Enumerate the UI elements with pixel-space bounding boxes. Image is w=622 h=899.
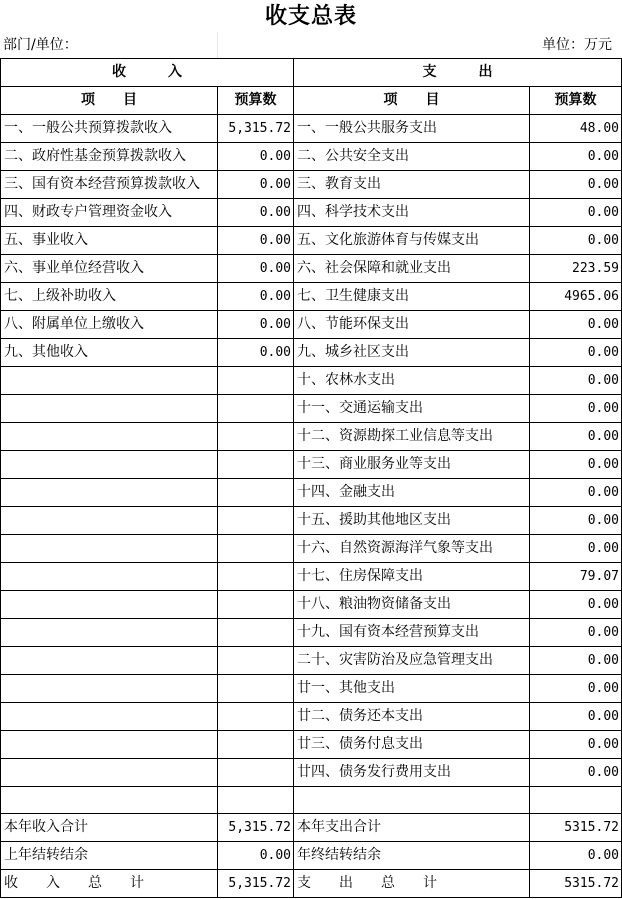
table-row — [1, 283, 622, 311]
table-row — [1, 842, 622, 870]
table-row — [1, 507, 622, 535]
expense-budget-cell: 0.00 — [530, 703, 622, 731]
expense-item-cell: 三、教育支出 — [294, 171, 530, 199]
table-row — [1, 759, 622, 787]
expense-item-cell: 年终结转结余 — [294, 842, 530, 870]
income-item-cell — [1, 591, 218, 619]
table-row — [1, 423, 622, 451]
meta-row — [0, 32, 622, 58]
income-item-cell — [1, 451, 218, 479]
expense-item-header: 项 目 — [294, 87, 530, 115]
table-row — [1, 115, 622, 143]
expense-item-cell: 廿二、债务还本支出 — [294, 703, 530, 731]
expense-item-cell: 八、节能环保支出 — [294, 311, 530, 339]
income-item-cell: 八、附属单位上缴收入 — [1, 311, 218, 339]
table-row — [1, 199, 622, 227]
table-row — [1, 479, 622, 507]
expense-item-cell: 十四、金融支出 — [294, 479, 530, 507]
income-item-cell: 上年结转结余 — [1, 842, 218, 870]
unit-label: 单位：万元 — [542, 37, 612, 53]
expense-budget-cell: 0.00 — [530, 675, 622, 703]
income-item-cell — [1, 731, 218, 759]
expense-item-cell: 七、卫生健康支出 — [294, 283, 530, 311]
income-item-cell — [1, 787, 218, 814]
table-row — [1, 395, 622, 423]
expense-budget-cell: 5315.72 — [530, 870, 622, 898]
expense-budget-cell: 0.00 — [530, 171, 622, 199]
expense-item-cell — [294, 787, 530, 814]
column-header-row — [1, 87, 622, 115]
table-row — [1, 675, 622, 703]
table-row — [1, 143, 622, 171]
expense-item-cell: 十、农林水支出 — [294, 367, 530, 395]
income-budget-cell — [218, 423, 294, 451]
expense-item-cell: 廿三、债务付息支出 — [294, 731, 530, 759]
income-budget-cell — [218, 367, 294, 395]
income-item-cell — [1, 675, 218, 703]
table-row — [1, 227, 622, 255]
expense-item-cell: 十二、资源勘探工业信息等支出 — [294, 423, 530, 451]
expense-item-cell: 十三、商业服务业等支出 — [294, 451, 530, 479]
expense-budget-cell — [530, 787, 622, 814]
expense-budget-cell: 48.00 — [530, 115, 622, 143]
expense-budget-cell: 0.00 — [530, 395, 622, 423]
expense-budget-cell: 0.00 — [530, 591, 622, 619]
cell-divider — [217, 32, 218, 58]
income-item-cell: 六、事业单位经营收入 — [1, 255, 218, 283]
income-budget-cell — [218, 675, 294, 703]
table-row — [1, 787, 622, 814]
expense-item-cell: 五、文化旅游体育与传媒支出 — [294, 227, 530, 255]
table-row — [1, 311, 622, 339]
expense-budget-cell: 0.00 — [530, 143, 622, 171]
expense-budget-cell: 0.00 — [530, 842, 622, 870]
income-budget-cell: 0.00 — [218, 311, 294, 339]
income-item-cell: 本年收入合计 — [1, 814, 218, 842]
expense-budget-cell: 0.00 — [530, 619, 622, 647]
expense-budget-cell: 0.00 — [530, 339, 622, 367]
income-item-cell — [1, 619, 218, 647]
table-row — [1, 451, 622, 479]
table-row — [1, 619, 622, 647]
expense-budget-cell: 0.00 — [530, 731, 622, 759]
income-item-cell — [1, 647, 218, 675]
section-header-row — [1, 59, 622, 87]
page-title: 收支总表 — [264, 4, 357, 29]
income-item-cell: 一、一般公共预算拨款收入 — [1, 115, 218, 143]
expense-budget-header: 预算数 — [530, 87, 622, 115]
income-budget-cell: 0.00 — [218, 143, 294, 171]
income-budget-cell: 0.00 — [218, 842, 294, 870]
expense-item-cell: 十六、自然资源海洋气象等支出 — [294, 535, 530, 563]
table-row — [1, 367, 622, 395]
table-row — [1, 647, 622, 675]
income-item-cell: 收 入 总 计 — [1, 870, 218, 898]
income-budget-cell: 0.00 — [218, 339, 294, 367]
income-budget-cell — [218, 759, 294, 787]
table-row — [1, 731, 622, 759]
income-budget-cell: 0.00 — [218, 199, 294, 227]
expense-item-cell: 九、城乡社区支出 — [294, 339, 530, 367]
income-budget-cell: 0.00 — [218, 171, 294, 199]
income-item-cell: 五、事业收入 — [1, 227, 218, 255]
table-row — [1, 339, 622, 367]
income-item-cell — [1, 479, 218, 507]
income-item-cell — [1, 563, 218, 591]
expense-budget-cell: 0.00 — [530, 367, 622, 395]
income-item-cell: 九、其他收入 — [1, 339, 218, 367]
income-item-cell: 三、国有资本经营预算拨款收入 — [1, 171, 218, 199]
income-item-cell — [1, 535, 218, 563]
table-row — [1, 535, 622, 563]
income-budget-cell — [218, 535, 294, 563]
expense-budget-cell: 0.00 — [530, 227, 622, 255]
expense-item-cell: 廿四、债务发行费用支出 — [294, 759, 530, 787]
expense-item-cell: 十七、住房保障支出 — [294, 563, 530, 591]
income-budget-cell: 5,315.72 — [218, 870, 294, 898]
income-budget-cell — [218, 507, 294, 535]
expense-budget-cell: 223.59 — [530, 255, 622, 283]
income-budget-cell — [218, 479, 294, 507]
income-budget-cell — [218, 563, 294, 591]
income-budget-cell: 5,315.72 — [218, 814, 294, 842]
expense-budget-cell: 5315.72 — [530, 814, 622, 842]
income-budget-cell — [218, 647, 294, 675]
income-item-cell: 七、上级补助收入 — [1, 283, 218, 311]
income-budget-cell: 0.00 — [218, 283, 294, 311]
income-budget-header: 预算数 — [218, 87, 294, 115]
dept-label: 部门/单位： — [3, 37, 78, 53]
expense-item-cell: 二十、灾害防治及应急管理支出 — [294, 647, 530, 675]
expense-budget-cell: 0.00 — [530, 451, 622, 479]
expense-item-cell: 六、社会保障和就业支出 — [294, 255, 530, 283]
income-item-header: 项 目 — [1, 87, 218, 115]
expense-budget-cell: 0.00 — [530, 199, 622, 227]
table-row — [1, 563, 622, 591]
income-budget-cell — [218, 787, 294, 814]
expense-item-cell: 本年支出合计 — [294, 814, 530, 842]
table-row — [1, 814, 622, 842]
income-item-cell — [1, 703, 218, 731]
income-item-cell — [1, 423, 218, 451]
expense-budget-cell: 0.00 — [530, 507, 622, 535]
table-row — [1, 591, 622, 619]
expense-budget-cell: 0.00 — [530, 647, 622, 675]
expense-item-cell: 一、一般公共服务支出 — [294, 115, 530, 143]
table-row — [1, 255, 622, 283]
income-budget-cell: 0.00 — [218, 227, 294, 255]
expense-item-cell: 廿一、其他支出 — [294, 675, 530, 703]
income-item-cell: 二、政府性基金预算拨款收入 — [1, 143, 218, 171]
expense-item-cell: 十九、国有资本经营预算支出 — [294, 619, 530, 647]
expense-section-header: 支 出 — [294, 59, 622, 87]
income-budget-cell — [218, 703, 294, 731]
expense-budget-cell: 0.00 — [530, 423, 622, 451]
income-section-header: 收 入 — [1, 59, 294, 87]
expense-item-cell: 支 出 总 计 — [294, 870, 530, 898]
income-item-cell: 四、财政专户管理资金收入 — [1, 199, 218, 227]
income-item-cell — [1, 759, 218, 787]
table-row — [1, 870, 622, 898]
expense-budget-cell: 4965.06 — [530, 283, 622, 311]
table-row — [1, 703, 622, 731]
income-budget-cell — [218, 395, 294, 423]
expense-budget-cell: 0.00 — [530, 479, 622, 507]
expense-item-cell: 十八、粮油物资储备支出 — [294, 591, 530, 619]
expense-budget-cell: 0.00 — [530, 535, 622, 563]
expense-budget-cell: 0.00 — [530, 311, 622, 339]
income-budget-cell — [218, 731, 294, 759]
income-budget-cell — [218, 451, 294, 479]
expense-budget-cell: 0.00 — [530, 759, 622, 787]
income-item-cell — [1, 507, 218, 535]
expense-item-cell: 四、科学技术支出 — [294, 199, 530, 227]
expense-budget-cell: 79.07 — [530, 563, 622, 591]
income-budget-cell: 0.00 — [218, 255, 294, 283]
income-item-cell — [1, 395, 218, 423]
income-budget-cell — [218, 619, 294, 647]
budget-table — [0, 58, 622, 898]
income-item-cell — [1, 367, 218, 395]
income-budget-cell: 5,315.72 — [218, 115, 294, 143]
table-row — [1, 171, 622, 199]
income-budget-cell — [218, 591, 294, 619]
expense-item-cell: 十一、交通运输支出 — [294, 395, 530, 423]
expense-item-cell: 二、公共安全支出 — [294, 143, 530, 171]
expense-item-cell: 十五、援助其他地区支出 — [294, 507, 530, 535]
